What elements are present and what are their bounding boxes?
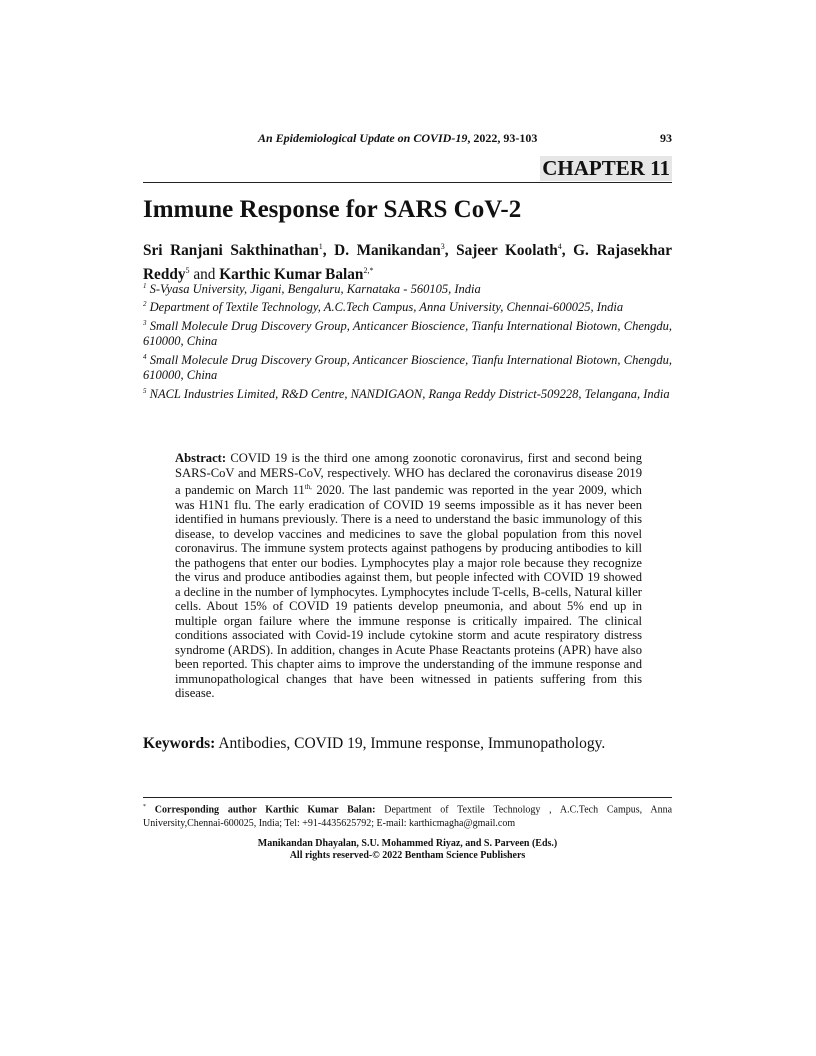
page-number: 93 <box>660 131 672 145</box>
affiliation: $^5$ NACL Industries Limited, R&D Centre, NANDIGAON, Ranga Reddy District-509228, Telangana, India <box>143 387 670 402</box>
publisher-footer <box>143 838 672 862</box>
author-list: Sri Ranjani Sakthinathan$^1$, D. Manikandan$^3$, Sajeer Koolath$^4$, G. Rajasekhar Reddy$^5$ and Karthic Kumar Balan$^{2,*}$ <box>143 242 672 284</box>
page-title: Immune Response for SARS CoV-2 <box>143 196 522 223</box>
author-name: D. Manikandan <box>334 242 441 260</box>
author-affiliation-mark: 2,* <box>363 266 374 276</box>
editors-line: Manikandan Dhayalan, S.U. Mohammed Riyaz, and S. Parveen (Eds.) <box>257 838 558 849</box>
journal-title: An Epidemiological Update on COVID-19 <box>258 131 468 145</box>
keywords <box>143 735 605 753</box>
corresponding-author-footnote: * Corresponding author Karthic Kumar Balan: Department of Textile Technology , A.C.Tech Campus, Anna University,Chennai-600025, India; Tel: +91-4435625792; E-mail: karthicmagha@gmail.com <box>143 804 673 830</box>
author-affiliation-mark: 4 <box>557 242 562 251</box>
affiliation: $^2$ Department of Textile Technology, A.C.Tech Campus, Anna University, Chennai-600025, India <box>143 300 624 315</box>
abstract: Abstract: COVID 19 is the third one among zoonotic coronavirus, first and second being SARS-CoV and MERS-CoV, respectively. WHO has declared the coronavirus disease 2019 a pandemic on March $11^{th,}$ 2020. The last pandemic was reported in the year 2009, which was H1N1 flu. The early eradication of COVID 19 seems impossible as it has never been identified in humans previously. There is a need to understand the basic immunology of this disease, to develop vaccines and medicines to save the global population from this novel coronavirus. The immune system protects against pathogens by producing antibodies to kill the pathogens that enter our bodies. Lymphocytes play a major role because they recognize the virus and produce antibodies against them, but people infected with COVID 19 showed a decline in the number of lymphocytes. Lymphocytes include T-cells, B-cells, Natural killer cells. About 15% of COVID 19 patients develop pneumonia, and about 5% end up in multiple organ failure where the immune response is critically impaired. The clinical conditions associated with Covid-19 include cytokine storm and acute respiratory distress syndrome (ARDS). In addition, changes in Acute Phase Reactants proteins (APR) have also been reported. This chapter aims to improve the understanding of the immune response and immunopathological changes that have been witnessed in patients suffering from this disease. <box>175 451 642 701</box>
author-name: Sajeer Koolath <box>456 242 558 260</box>
footnote-rule <box>143 797 672 798</box>
author-affiliation-mark: 5 <box>185 266 190 276</box>
abstract-label: Abstract: <box>175 451 227 465</box>
keywords-text: Antibodies, COVID 19, Immune response, Immunopathology. <box>215 735 606 752</box>
journal-citation: , 2022, 93-103 <box>467 131 538 145</box>
author-affiliation-mark: 1 <box>318 242 323 251</box>
author-name: G. Rajasekhar Reddy <box>143 242 672 284</box>
author-name: Sri Ranjani Sakthinathan <box>143 242 319 260</box>
chapter-label: CHAPTER 11 <box>542 156 670 180</box>
affiliation: $^1$ S-Vyasa University, Jigani, Bengaluru, Karnataka - 560105, India <box>143 282 481 297</box>
author-affiliation-mark: 3 <box>440 242 445 251</box>
header-rule <box>143 182 672 183</box>
author-name: Karthic Kumar Balan <box>219 266 364 284</box>
affiliation: $^3$ Small Molecule Drug Discovery Group, Anticancer Bioscience, Tianfu International Biotown, Chengdu, 610000, China <box>143 319 673 349</box>
affiliation: $^4$ Small Molecule Drug Discovery Group, Anticancer Bioscience, Tianfu International Biotown, Chengdu, 610000, China <box>143 353 673 383</box>
keywords-label: Keywords: <box>143 735 216 752</box>
rights-line: All rights reserved-© 2022 Bentham Science Publishers <box>289 850 526 861</box>
